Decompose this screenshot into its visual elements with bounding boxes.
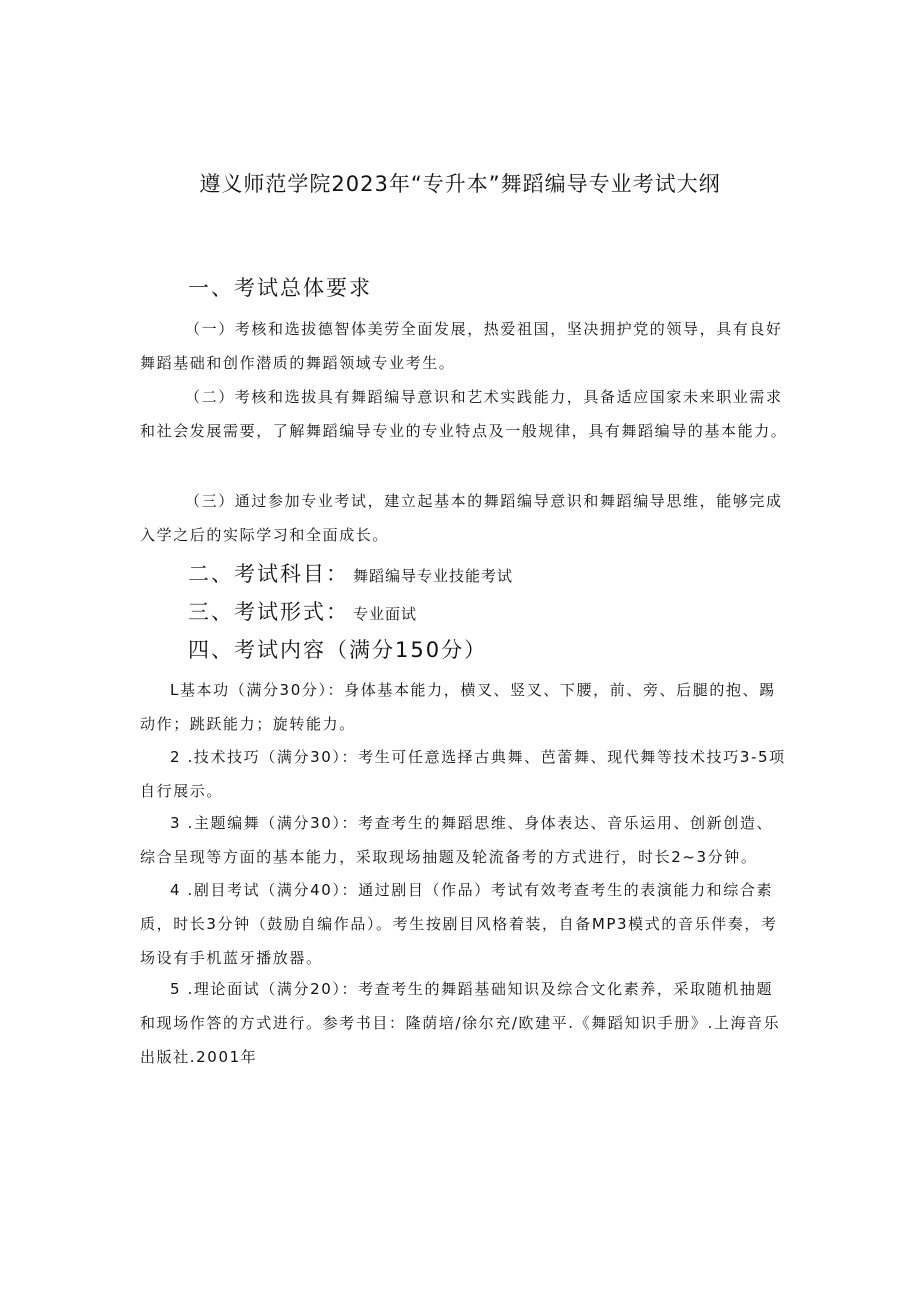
section-heading-exam-content: 四、考试内容（满分150分） — [188, 638, 488, 662]
paragraph-requirement-3: （三）通过参加专业考试，建立起基本的舞蹈编导意识和舞蹈编导思维，能够完成入学之后的实际学习和全面成长。 — [140, 492, 783, 544]
content-item-5: 5 .理论面试（满分20）：考查考生的舞蹈基础知识及综合文化素养，采取随机抽题和现场作答的方式进行。参考书目：隆荫培/徐尔充/欧建平.《舞蹈知识手册》.上海音乐出版社.2001年 — [140, 980, 781, 1066]
document-title: 遵义师范学院2023年“专升本”舞蹈编导专业考试大纲 — [199, 172, 721, 196]
exam-subject-value: 舞蹈编导专业技能考试 — [353, 567, 514, 585]
section-heading-exam-format — [188, 596, 417, 626]
exam-format-value: 专业面试 — [353, 605, 418, 623]
content-item-1: L基本功（满分30分）：身体基本能力，横叉、竖叉、下腰，前、旁、后腿的抱、踢动作；跳跃能力；旋转能力。 — [140, 681, 776, 733]
section-heading-exam-subject — [188, 558, 513, 588]
content-item-4: 4 .剧目考试（满分40）：通过剧目（作品）考试有效考查考生的表演能力和综合素质，时长3分钟（鼓励自编作品）。考生按剧目风格着装，自备MP3模式的音乐伴奏，考场设有手机蓝牙播放器。 — [140, 881, 778, 967]
paragraph-requirement-1: （一）考核和选拔德智体美劳全面发展，热爱祖国，坚决拥护党的领导，具有良好舞蹈基础和创作潜质的舞蹈领域专业考生。 — [140, 320, 783, 372]
paragraph-requirement-2: （二）考核和选拔具有舞蹈编导意识和艺术实践能力，具备适应国家未来职业需求和社会发展需要，了解舞蹈编导专业的专业特点及一般规律，具有舞蹈编导的基本能力。 — [140, 388, 788, 440]
content-item-3: 3 .主题编舞（满分30）：考查考生的舞蹈思维、身体表达、音乐运用、创新创造、综合呈现等方面的基本能力，采取现场抽题及轮流备考的方式进行，时长2~3分钟。 — [140, 814, 774, 866]
exam-subject-label: 二、考试科目： — [188, 562, 349, 586]
exam-format-label: 三、考试形式： — [188, 600, 349, 624]
content-item-2: 2 .技术技巧（满分30）：考生可任意选择古典舞、芭蕾舞、现代舞等技术技巧3-5项自行展示。 — [140, 748, 786, 800]
section-heading-general-requirements: 一、考试总体要求 — [188, 276, 372, 300]
